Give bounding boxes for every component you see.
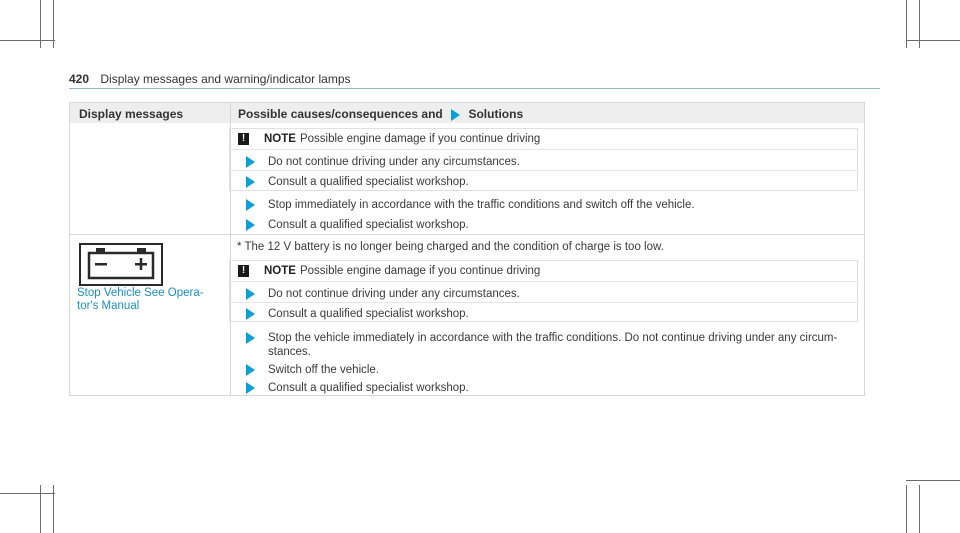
play-arrow-icon bbox=[246, 288, 255, 300]
step-text: Consult a qualified specialist workshop. bbox=[268, 219, 469, 231]
battery-icon bbox=[79, 243, 163, 286]
list-item bbox=[246, 307, 846, 321]
display-message-line: tor's Manual bbox=[77, 300, 140, 312]
crop-mark bbox=[919, 485, 920, 533]
note-box bbox=[229, 260, 858, 322]
list-item bbox=[246, 381, 846, 395]
page-number: 420 bbox=[69, 72, 90, 86]
note-heading bbox=[238, 265, 540, 277]
asterisk-note: * The 12 V battery is no longer being charged and the condition of charge is too low. bbox=[237, 241, 664, 253]
crop-mark bbox=[906, 40, 960, 41]
list-item bbox=[246, 218, 846, 232]
col-header-causes bbox=[238, 107, 523, 121]
note-text: Possible engine damage if you continue driving bbox=[299, 133, 541, 146]
crop-mark bbox=[53, 485, 54, 533]
table-header bbox=[70, 103, 864, 123]
play-arrow-icon bbox=[246, 364, 255, 376]
step-text-line: stances. bbox=[268, 346, 311, 358]
display-message-line: Stop Vehicle See Opera- bbox=[77, 287, 204, 299]
note-text: Possible engine damage if you continue driving bbox=[299, 265, 541, 278]
col-header-solutions-text: Solutions bbox=[468, 107, 524, 121]
col-header-causes-text: Possible causes/consequences and bbox=[238, 107, 443, 121]
note-title: NOTE bbox=[264, 133, 296, 146]
col-header-display-messages: Display messages bbox=[79, 107, 184, 121]
display-message bbox=[77, 287, 204, 313]
warning-icon: ! bbox=[238, 265, 249, 277]
list-item bbox=[246, 331, 856, 359]
note-divider bbox=[230, 302, 857, 303]
step-text-line: Stop the vehicle immediately in accordance with the traffic conditions. Do not continue driving under any circum- bbox=[268, 332, 838, 344]
list-item bbox=[246, 363, 846, 377]
play-arrow-icon bbox=[246, 176, 255, 188]
play-arrow-icon bbox=[246, 308, 255, 320]
row-divider bbox=[70, 234, 864, 235]
play-arrow-icon bbox=[246, 199, 255, 211]
note-box bbox=[229, 128, 858, 191]
note-divider bbox=[230, 281, 857, 282]
note-divider bbox=[230, 170, 857, 171]
step-text: Consult a qualified specialist workshop. bbox=[268, 176, 469, 188]
crop-mark bbox=[53, 0, 54, 48]
step-text bbox=[268, 331, 856, 359]
step-text: Stop immediately in accordance with the traffic conditions and switch off the vehicle. bbox=[268, 199, 695, 211]
note-divider bbox=[230, 149, 857, 150]
step-text: Switch off the vehicle. bbox=[268, 364, 380, 376]
warning-icon: ! bbox=[238, 133, 249, 145]
page-header bbox=[69, 72, 351, 86]
play-arrow-icon bbox=[246, 156, 255, 168]
battery-icon-graphic bbox=[81, 245, 161, 284]
crop-mark bbox=[906, 480, 960, 481]
play-arrow-icon bbox=[246, 382, 255, 394]
crop-mark bbox=[906, 485, 907, 533]
play-arrow-icon bbox=[246, 219, 255, 231]
play-arrow-icon bbox=[246, 332, 255, 344]
play-arrow-icon bbox=[451, 109, 460, 121]
note-heading bbox=[238, 133, 540, 145]
messages-table bbox=[69, 102, 865, 396]
crop-mark bbox=[0, 493, 55, 494]
page-title: Display messages and warning/indicator lamps bbox=[100, 72, 351, 86]
step-text: Do not continue driving under any circumstances. bbox=[268, 288, 520, 300]
step-text: Do not continue driving under any circumstances. bbox=[268, 156, 520, 168]
list-item bbox=[246, 198, 846, 212]
crop-mark bbox=[0, 40, 55, 41]
note-title: NOTE bbox=[264, 265, 296, 278]
header-divider bbox=[69, 88, 880, 89]
list-item bbox=[246, 155, 846, 169]
list-item bbox=[246, 287, 846, 301]
step-text: Consult a qualified specialist workshop. bbox=[268, 308, 469, 320]
step-text: Consult a qualified specialist workshop. bbox=[268, 382, 469, 394]
list-item bbox=[246, 175, 846, 189]
